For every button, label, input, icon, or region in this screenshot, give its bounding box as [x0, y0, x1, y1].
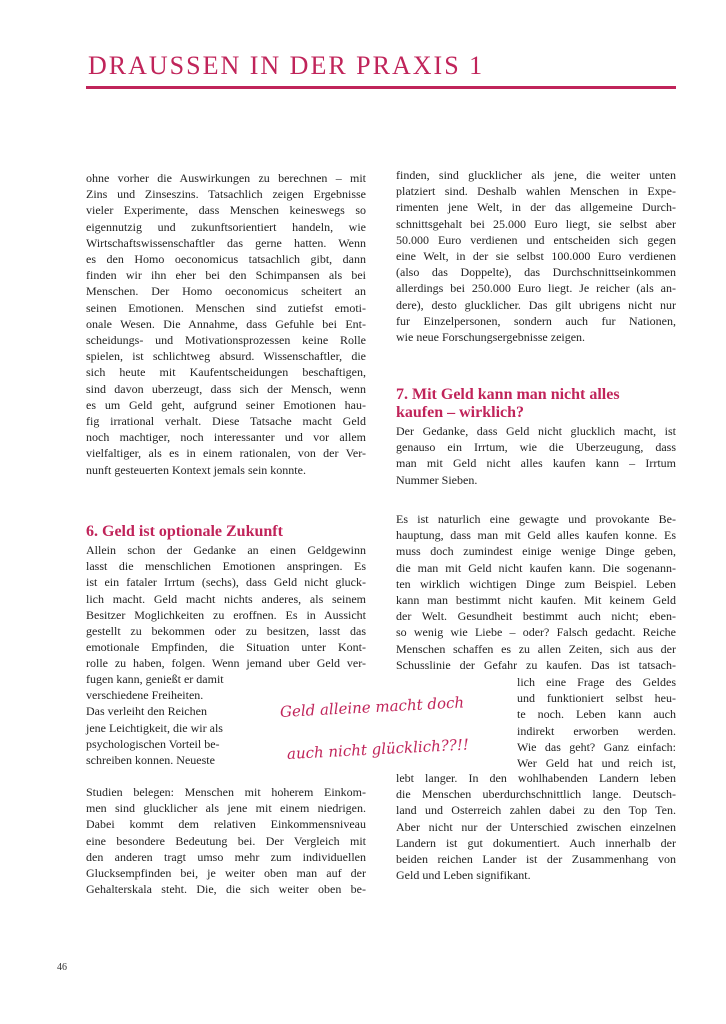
body-text-line: rolle zu haben, folgen. Wenn jemand uber Geld ver- — [86, 656, 366, 671]
body-text-line: Studien belegen: Menschen mit hoherem Einkom- — [86, 785, 366, 799]
body-text-line: Wie das geht? Ganz einfach: — [517, 739, 676, 754]
body-text-line: lasst die menschlichen Emotionen anspringen. Es — [86, 559, 366, 574]
body-text-line: lich macht. Geld macht nichts anderes, als seinem — [86, 591, 366, 606]
body-text-line: Geld und Leben signifikant. — [396, 868, 531, 883]
body-text-line: fugen kann, genießt er damit — [86, 672, 224, 686]
body-text-line: Wer Geld hat und reich ist, — [517, 756, 676, 770]
body-text-line: Besitzer Moglichkeiten zu eroffnen. Es in Aussicht — [86, 607, 366, 622]
body-text-line: sind davon uberzeugt, dass sich der Mensch, wenn — [86, 381, 366, 396]
body-text-line: Wirtschaftswissenschaftler das gerne hatten. Wenn — [86, 235, 366, 250]
body-text-line: man mit Geld nicht alles kaufen kann – Irrtum — [396, 456, 676, 471]
body-text-line: jene Leichtigkeit, die wir als — [86, 720, 223, 735]
handwritten-note-line-1: Geld alleine macht doch — [279, 693, 465, 721]
body-text-line: Nummer Sieben. — [396, 472, 478, 487]
body-text-line: Es ist naturlich eine gewagte und provokante Be- — [396, 512, 676, 526]
body-text-line: schnittsgehalt bei 25.000 Euro liegt, sie selbst aber — [396, 216, 676, 231]
body-text-line: (also das Doppelte), das Durchschnittseinkommen — [396, 265, 676, 280]
body-text-line: 50.000 Euro verdienen und entscheiden sich gegen — [396, 232, 676, 247]
body-text-line: Aber nicht nur der Unterschied zwischen einzelnen — [396, 819, 676, 834]
body-text-line: scheidungs- und Motivationsprozessen keine Rolle — [86, 333, 366, 347]
body-text-line: Dabei kommt dem relativen Einkommensniveau — [86, 817, 366, 832]
body-text-line: es den Homo oeconomicus tatsachlich gibt, dann — [86, 252, 366, 266]
body-text-line: sich heute mit Kaufentscheidungen beschaftigen, — [86, 365, 366, 380]
body-text-line: gestellt zu bekommen oder zu besitzen, lasst das — [86, 624, 366, 638]
body-text-line: spielen, ist schlichtweg absurd. Wissenschaftler, die — [86, 349, 366, 364]
body-text-line: beiden reichen Lander ist der Zusammenhang von — [396, 852, 676, 866]
body-text-line: vielfaltiger, als es in einem rationalen, von der Ver- — [86, 446, 366, 461]
body-text-line: Menschen. Der Homo oeconomicus scheitert an — [86, 284, 366, 299]
body-text-line: muss doch zumindest einige wenige Dinge geben, — [396, 544, 676, 559]
header-rule — [86, 86, 676, 89]
body-text-line: eine Welt, in der sie selbst 100.000 Euro verdienen — [396, 249, 676, 263]
body-text-line: lich eine Frage des Geldes — [517, 675, 676, 689]
body-text-line: hauptung, dass man mit Geld alles kaufen konne. Es — [396, 528, 676, 543]
body-text-line: indirekt erworben werden. — [517, 723, 676, 738]
body-text-line: lebt langer. In den wohlhabenden Landern leben — [396, 771, 676, 785]
body-text-line: verschiedene Freiheiten. — [86, 688, 204, 703]
body-text-line: eine besondere Bedeutung bei. Der Vergleich mit — [86, 833, 366, 848]
body-text-line: Schusslinie der Gefahr zu kaufen. Das ist tatsach- — [396, 657, 676, 672]
body-text-line: land und Osterreich zahlen dabei zu den Top Ten. — [396, 803, 676, 818]
heading-section-7-line-2: kaufen – wirklich? — [396, 404, 525, 421]
body-text-line: Der Gedanke, dass Geld nicht glucklich macht, ist — [396, 424, 676, 438]
body-text-line: finden, sind glucklicher als jene, die weiter unten — [396, 168, 676, 182]
body-text-line: te noch. Leben kann auch — [517, 707, 676, 722]
body-text-line: Landern ist gut dokumentiert. Auch innerhalb der — [396, 835, 676, 850]
body-text-line: wie neue Forschungsergebnisse zeigen. — [396, 330, 586, 344]
body-text-line: kann man bestimmt nicht kaufen. Mit keinem Geld — [396, 593, 676, 607]
body-text-line: emotionale Empfinden, die Situation unter Kont- — [86, 640, 366, 655]
body-text-line: Menschen schaffen es zu allen Zeiten, sich aus der — [396, 641, 676, 656]
body-text-line: vieler Experimente, dass Menschen keineswegs so — [86, 203, 366, 218]
body-text-line: allerdings bei 250.000 Euro liegt. Je reicher (als an- — [396, 281, 676, 296]
body-text-line: fig irrational verhalt. Diese Tatsache macht Geld — [86, 414, 366, 428]
body-text-line: ist ein fataler Irrtum (sechs), dass Geld nicht gluck- — [86, 575, 366, 590]
body-text-line: Allein schon der Gedanke an einen Geldgewinn — [86, 543, 366, 557]
body-text-line: platziert sind. Deshalb wahlen Menschen in Expe- — [396, 184, 676, 199]
body-text-line: Glucksempfinden bei, je weiter oben man auf der — [86, 866, 366, 880]
body-text-line: psychologischen Vorteil be- — [86, 736, 220, 751]
body-text-line: onale Wesen. Die Annahme, dass Gefuhle bei Ent- — [86, 316, 366, 331]
body-text-line: dere), desto glucklicher. Das gilt ubrigens nicht nur — [396, 297, 676, 312]
body-text-line: men sind glucklicher als jene mit einem niedrigen. — [86, 801, 366, 816]
body-text-line: seinen Emotionen. Menschen sind zutiefst emoti- — [86, 300, 366, 315]
body-text-line: es um Geld geht, aufgrund seiner Emotionen hau- — [86, 397, 366, 412]
body-text-line: die man mit Geld nicht kaufen kann. Die sogenann- — [396, 560, 676, 575]
body-text-line: rimenten jene Welt, in der das allgemeine Durch- — [396, 200, 676, 215]
body-text-line: eigennutzig und zukunftsorientiert handeln, wie — [86, 219, 366, 234]
body-text-line: noch machtiger, noch interessanter und vor allem — [86, 430, 366, 445]
handwritten-note-line-2: auch nicht glücklich??!! — [286, 735, 470, 763]
body-text-line: und funktioniert selbst heu- — [517, 691, 676, 706]
section-header-title: DRAUSSEN IN DER PRAXIS 1 — [88, 51, 485, 80]
body-text-line: Das verleiht den Reichen — [86, 704, 207, 719]
body-text-line: Zins und Zinseszins. Tatsachlich zeigen Ergebnisse — [86, 187, 366, 202]
body-text-line: Gehalterskala steht. Die, die sich weiter oben be- — [86, 882, 366, 897]
heading-section-6: 6. Geld ist optionale Zukunft — [86, 523, 283, 540]
body-text-line: genauso ein Irrtum, wie die Uberzeugung, dass — [396, 440, 676, 455]
heading-section-7-line-1: 7. Mit Geld kann man nicht alles — [396, 386, 620, 403]
body-text-line: ten wirklich wichtigen Dinge zum Beispiel. Leben — [396, 576, 676, 591]
body-text-line: den anderen tragt umso mehr zum individuellen — [86, 849, 366, 864]
page-number: 46 — [57, 962, 67, 973]
body-text-line: schreiben konnen. Neueste — [86, 753, 215, 767]
body-text-line: ohne vorher die Auswirkungen zu berechnen – mit — [86, 171, 366, 185]
body-text-line: fur Einzelpersonen, sondern auch fur Nationen, — [396, 313, 676, 328]
body-text-line: so wenig wie Liebe – oder? Falsch gedacht. Reiche — [396, 625, 676, 640]
body-text-line: finden wir ihn eher bei den Schimpansen als bei — [86, 268, 366, 283]
body-text-line: der Welt. Gesundheit bestimmt auch nicht; eben- — [396, 609, 676, 624]
body-text-line: die Menschen uberdurchschnittlich lange. Deutsch- — [396, 787, 676, 802]
body-text-line: nunft gesteuerten Kontext jemals sein konnte. — [86, 462, 306, 477]
